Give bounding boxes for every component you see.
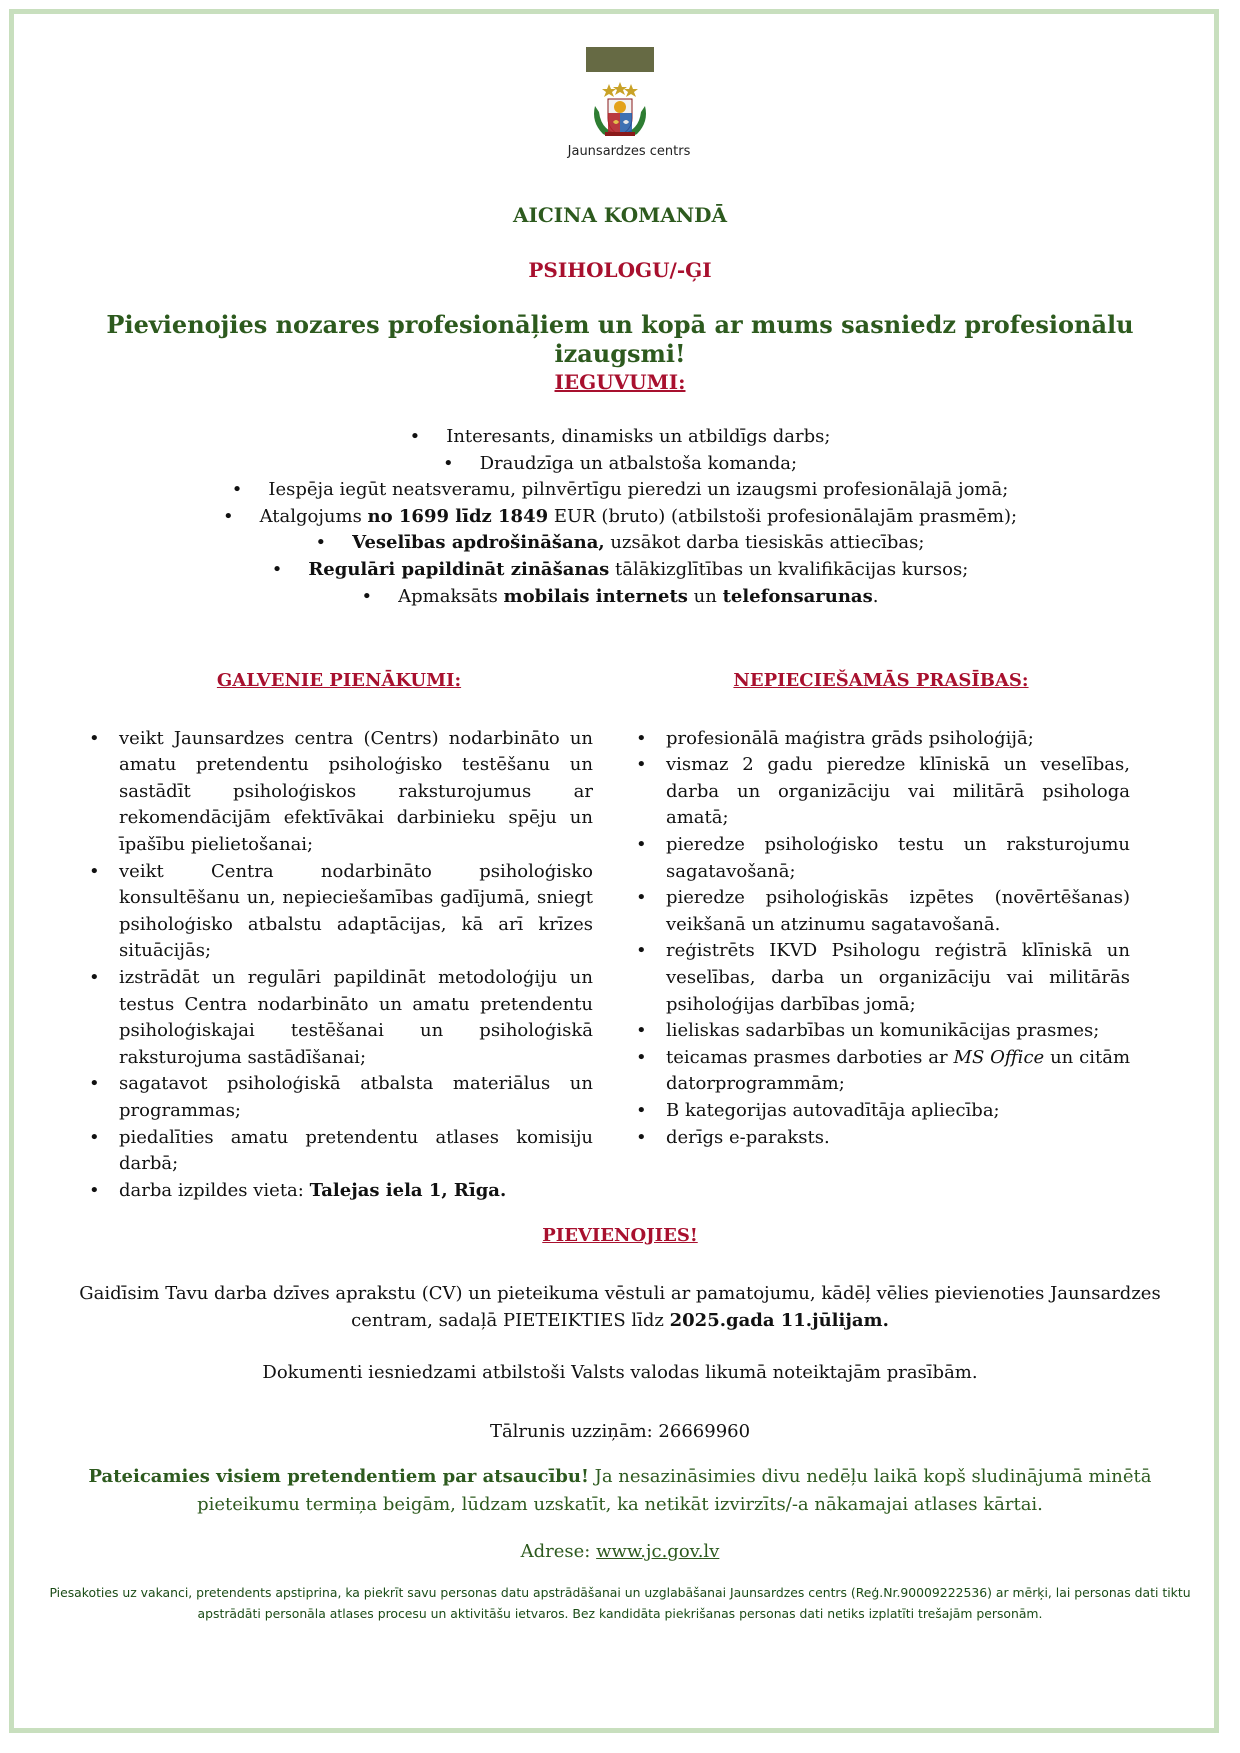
requirements-list bbox=[632, 726, 1130, 1152]
requirements-section bbox=[632, 668, 1130, 1151]
benefit-item: • Draudzīga un atbalstoša komanda; bbox=[60, 451, 1180, 478]
duties-section bbox=[85, 668, 593, 1204]
duty-item: • veikt Centra nodarbināto psiholoģisko konsultēšanu un, nepieciešamības gadījumā, sniegt psiholoģisko atbalstu adaptācijas, kā arī krīzes situācijās; bbox=[85, 859, 593, 965]
benefit-item-phone: • Apmaksāts mobilais internets un telefonsarunas. bbox=[60, 584, 1180, 611]
slogan: Pievienojies nozares profesionāļiem un kopā ar mums sasniedz profesionālu izaugsmi! bbox=[106, 310, 1134, 368]
requirement-item: • profesionālā maģistra grāds psiholoģijā; bbox=[632, 726, 1130, 753]
benefit-item: • Iespēja iegūt neatsveramu, pilnvērtīgu pieredzi un izaugsmi profesionālajā jomā; bbox=[60, 477, 1180, 504]
documents-note: Dokumenti iesniedzami atbilstoši Valsts valodas likumā noteiktajām prasībām. bbox=[262, 1362, 978, 1383]
duty-item: • sagatavot psiholoģiskā atbalsta materiālus un programmas; bbox=[85, 1071, 593, 1124]
duty-item: • izstrādāt un regulāri papildināt metodoloģiju un testus Centra nodarbināto un amatu pretendentu psiholoģiskajai testēšanai un psiholoģiskā raksturojuma sastādīšanai; bbox=[85, 965, 593, 1071]
requirements-title: NEPIECIEŠAMĀS PRASĪBAS: bbox=[733, 670, 1029, 691]
duties-list bbox=[85, 726, 593, 1205]
requirement-item: • B kategorijas autovadītāja apliecība; bbox=[632, 1098, 1130, 1125]
privacy-disclaimer: Piesakoties uz vakanci, pretendents apstiprina, ka piekrīt savu personas datu apstrādāšanai un uzglabāšanai Jaunsardzes centrs (Reģ.Nr.90009222536) ar mērķi, lai personas dati tiktu apstrādāti personāla atlases procesu un aktivitāšu ietvaros. Bez kandidāta piekrišanas personas dati netiks izplatīti trešajām personām. bbox=[49, 1585, 1191, 1621]
benefits-list bbox=[60, 424, 1180, 610]
benefit-item: • Interesants, dinamisks un atbildīgs darbs; bbox=[60, 424, 1180, 451]
benefit-item-insurance: • Veselības apdrošināšana, uzsākot darba tiesiskās attiecības; bbox=[60, 530, 1180, 557]
requirement-item: • reģistrēts IKVD Psihologu reģistrā klīniskā un veselības, darba un organizāciju vai militārās psiholoģijas darbības jomā; bbox=[632, 938, 1130, 1018]
benefit-item-salary: • Atalgojums no 1699 līdz 1849 EUR (bruto) (atbilstoši profesionālajām prasmēm); bbox=[60, 504, 1180, 531]
requirement-item: • derīgs e-paraksts. bbox=[632, 1125, 1130, 1152]
website-link[interactable]: www.jc.gov.lv bbox=[596, 1541, 720, 1562]
thanks-note: Pateicamies visiem pretendentiem par atsaucību! Ja nesazināsimies divu nedēļu laikā kopš sludinājumā minētā pieteikumu termiņa beigām, lūdzam uzskatīt, ka netikāt izvirzīts/-a nākamajai atlases kārtai. bbox=[88, 1466, 1152, 1515]
phone-info: Tālrunis uzziņām: 26669960 bbox=[489, 1421, 751, 1442]
requirement-item-office: • teicamas prasmes darboties ar MS Office un citām datorprogrammām; bbox=[632, 1045, 1130, 1098]
address: Adrese: www.jc.gov.lv bbox=[520, 1541, 720, 1562]
benefits-title: IEGUVUMI: bbox=[554, 370, 686, 394]
org-name: Jaunsardzes centrs bbox=[567, 144, 691, 159]
logo bbox=[0, 47, 1240, 159]
invite-heading: AICINA KOMANDĀ bbox=[513, 203, 727, 227]
duty-item-location: • darba izpildes vieta: Talejas iela 1, Rīga. bbox=[85, 1178, 593, 1205]
requirement-item: • pieredze psiholoģiskās izpētes (novērtēšanas) veikšanā un atzinumu sagatavošanā. bbox=[632, 885, 1130, 938]
duties-title: GALVENIE PIENĀKUMI: bbox=[216, 670, 462, 691]
position-title: PSIHOLOGU/-ĢI bbox=[528, 258, 712, 282]
apply-instructions: Gaidīsim Tavu darba dzīves aprakstu (CV) un pieteikuma vēstuli ar pamatojumu, kādēļ vēlies pievienoties Jaunsardzes centram, sadaļā PIETEIKTIES līdz 2025.gada 11.jūlijam. bbox=[79, 1283, 1161, 1331]
requirement-item: • lieliskas sadarbības un komunikācijas prasmes; bbox=[632, 1018, 1130, 1045]
apply-title: PIEVIENOJIES! bbox=[542, 1225, 698, 1246]
coat-of-arms-icon bbox=[589, 82, 651, 140]
requirement-item: • vismaz 2 gadu pieredze klīniskā un veselības, darba un organizāciju vai militārā psihologa amatā; bbox=[632, 752, 1130, 832]
duty-item: • veikt Jaunsardzes centra (Centrs) nodarbināto un amatu pretendentu psiholoģisko testēšanu un sastādīt psiholoģiskos raksturojumus ar rekomendācijām efektīvākai darbinieku spēju un īpašību pielietošanai; bbox=[85, 726, 593, 859]
logo-banner-bar bbox=[586, 47, 654, 72]
requirement-item: • pieredze psiholoģisko testu un raksturojumu sagatavošanā; bbox=[632, 832, 1130, 885]
duty-item: • piedalīties amatu pretendentu atlases komisiju darbā; bbox=[85, 1125, 593, 1178]
benefit-item-training: • Regulāri papildināt zināšanas tālākizglītības un kvalifikācijas kursos; bbox=[60, 557, 1180, 584]
